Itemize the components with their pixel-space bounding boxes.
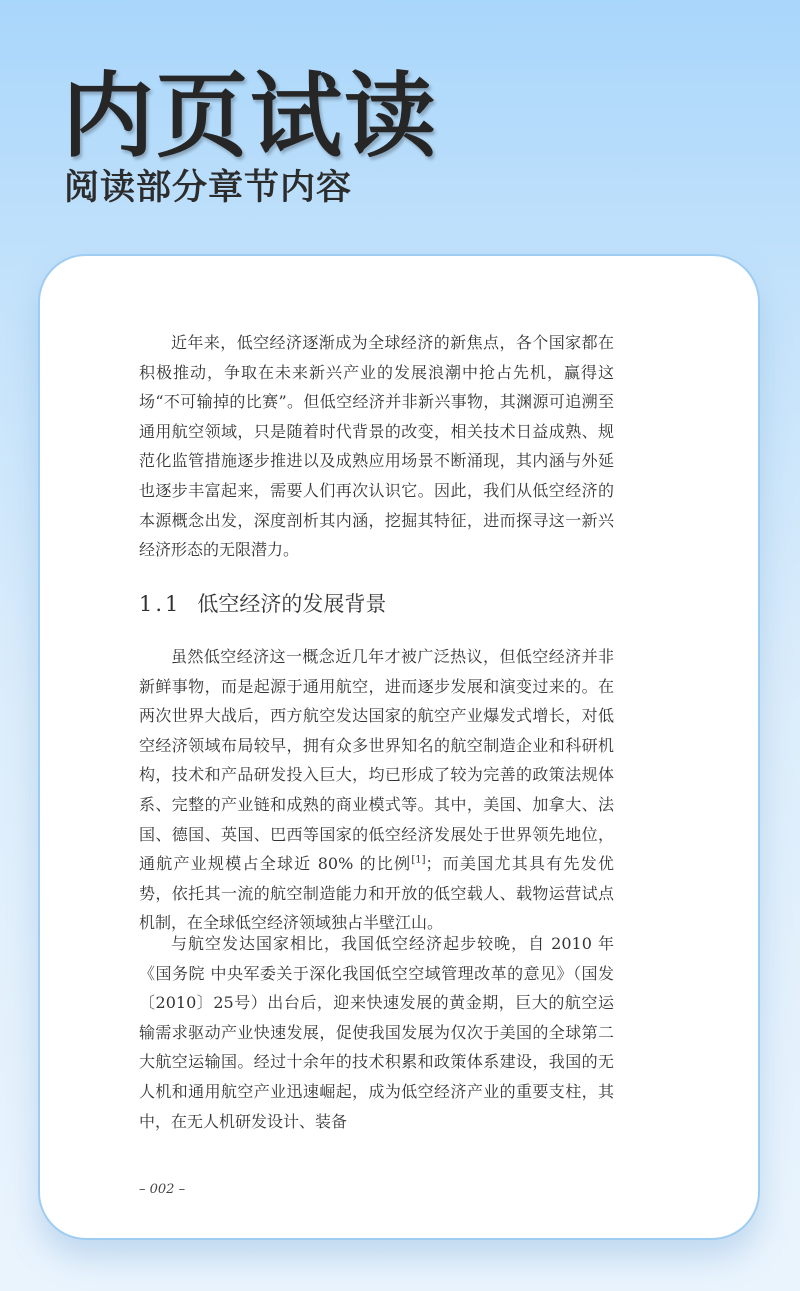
page-number: – 002 –: [139, 1182, 186, 1197]
body-paragraph-1-continuation: ；而美国尤其具有先发优势，依托其一流的航空制造能力和开放的低空载人、载物运营试点机制，在全球低空经济领域独占半壁江山。: [139, 854, 614, 933]
body-paragraph-2: 与航空发达国家相比，我国低空经济起步较晚，自 2010 年《国务院 中央军委关于深化我国低空空域管理改革的意见》（国发〔2010〕25号）出台后，迎来快速发展的黄金期，巨大的航空运输需求驱动产业快速发展，促使我国发展为仅次于美国的全球第二大航空运输国。经过十余年的技术积累和政策体系建设，我国的无人机和通用航空产业迅速崛起，成为低空经济产业的重要支柱，其中，在无人机研发设计、装备: [139, 934, 614, 1131]
section-title: 低空经济的发展背景: [197, 592, 387, 616]
citation-marker: [1]: [411, 854, 426, 866]
section-number: 1.1: [139, 592, 182, 616]
page-subtitle: 阅读部分章节内容: [64, 168, 353, 208]
body-paragraph-1: [139, 642, 614, 938]
page-title: 内页试读: [62, 63, 439, 170]
body-paragraph-1-text: 虽然低空经济这一概念近几年才被广泛热议，但低空经济并非新鲜事物，而是起源于通用航空，进而逐步发展和演变过来的。在两次世界大战后，西方航空发达国家的航空产业爆发式增长，对低空经济领域布局较早，拥有众多世界知名的航空制造企业和科研机构，技术和产品研发投入巨大，均已形成了较为完善的政策法规体系、完整的产业链和成熟的商业模式等。其中，美国、加拿大、法国、德国、英国、巴西等国家的低空经济发展处于世界领先地位，通航产业规模占全球近 80% 的比例: [139, 647, 614, 874]
intro-paragraph: 近年来，低空经济逐渐成为全球经济的新焦点，各个国家都在积极推动，争取在未来新兴产业的发展浪潮中抢占先机，赢得这场“不可输掉的比赛”。但低空经济并非新兴事物，其渊源可追溯至通用航空领域，只是随着时代背景的改变，相关技术日益成熟、规范化监管措施逐步推进以及成熟应用场景不断涌现，其内涵与外延也逐步丰富起来，需要人们再次认识它。因此，我们从低空经济的本源概念出发，深度剖析其内涵，挖掘其特征，进而探寻这一新兴经济形态的无限潜力。: [139, 333, 614, 560]
section-heading: [139, 588, 386, 620]
